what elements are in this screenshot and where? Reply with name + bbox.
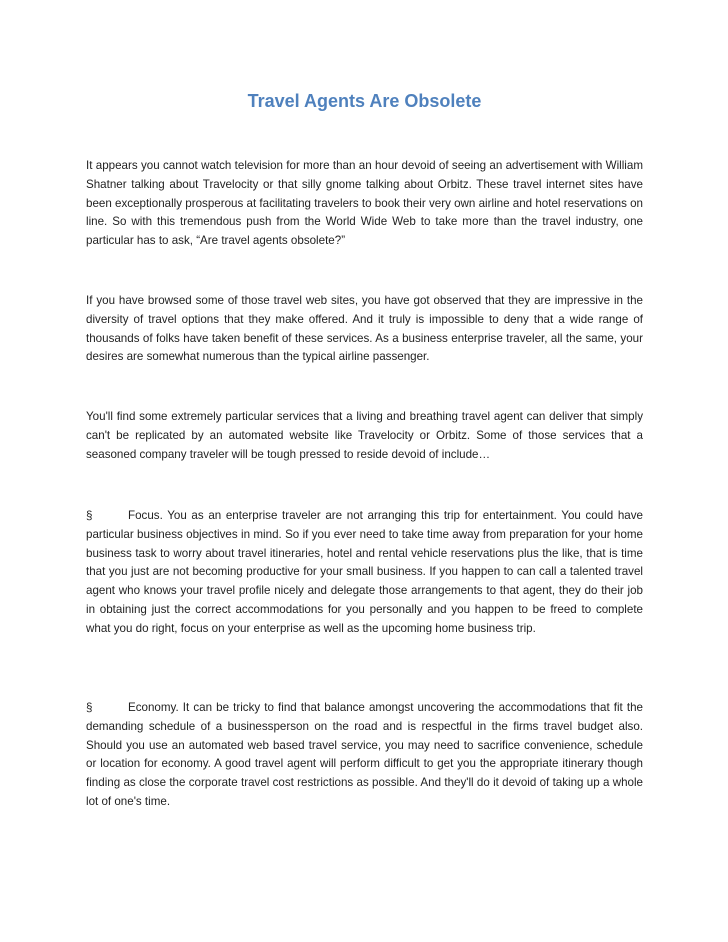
paragraph-intro: It appears you cannot watch television for more than an hour devoid of seeing an advertisement with William Shatner talking about Travelocity or that silly gnome talking about Orbitz. These travel internet sites have been exceptionally prosperous at facilitating travelers to book their very own airline and hotel reservations on line. So with this tremendous push from the World Wide Web to take more than the travel industry, one particular has to ask, “Are travel agents obsolete?” — [86, 159, 643, 248]
document-title: Travel Agents Are Obsolete — [247, 91, 482, 111]
bullet-focus-text: Focus. You as an enterprise traveler are not arranging this trip for entertainment. You could have particular business objectives in mind. So if you ever need to take time away from preparation for your home business task to worry about travel itineraries, hotel and rental vehicle reservations plus the like, that is time that you just are not becoming productive for your small business. If you happen to can call a talented travel agent who knows your travel profile nicely and delegate those arrangements to that agent, they do their job in obtaining just the correct accommodations for you personally and you happen to be freed to complete what you do right, focus on your enterprise as well as the upcoming home business trip. — [86, 509, 643, 635]
paragraph-services: You'll find some extremely particular services that a living and breathing travel agent can deliver that simply can't be replicated by an automated website like Travelocity or Orbitz. Some of those services that a seasoned company traveler will be tough pressed to reside devoid of include… — [86, 410, 643, 461]
section-sign-marker: § — [86, 509, 93, 522]
bullet-economy — [86, 699, 643, 812]
paragraph-web-sites: If you have browsed some of those travel web sites, you have got observed that they are impressive in the diversity of travel options that they make offered. And it truly is impossible to deny that a wide range of thousands of folks have taken benefit of these services. As a business enterprise traveler, all the same, your desires are somewhat numerous than the typical airline passenger. — [86, 294, 643, 364]
section-sign-marker: § — [86, 701, 93, 714]
bullet-economy-text: Economy. It can be tricky to find that balance amongst uncovering the accommodations that fit the demanding schedule of a businessperson on the road and is respectful in the firms travel budget also. Should you use an automated web based travel service, you may need to sacrifice convenience, schedule or location for economy. A good travel agent will perform difficult to get you the appropriate itinerary though finding as close the corporate travel cost restrictions as possible. And they'll do it devoid of taking up a whole lot of one's time. — [86, 701, 643, 808]
document-page — [86, 0, 643, 942]
bullet-focus — [86, 507, 643, 639]
